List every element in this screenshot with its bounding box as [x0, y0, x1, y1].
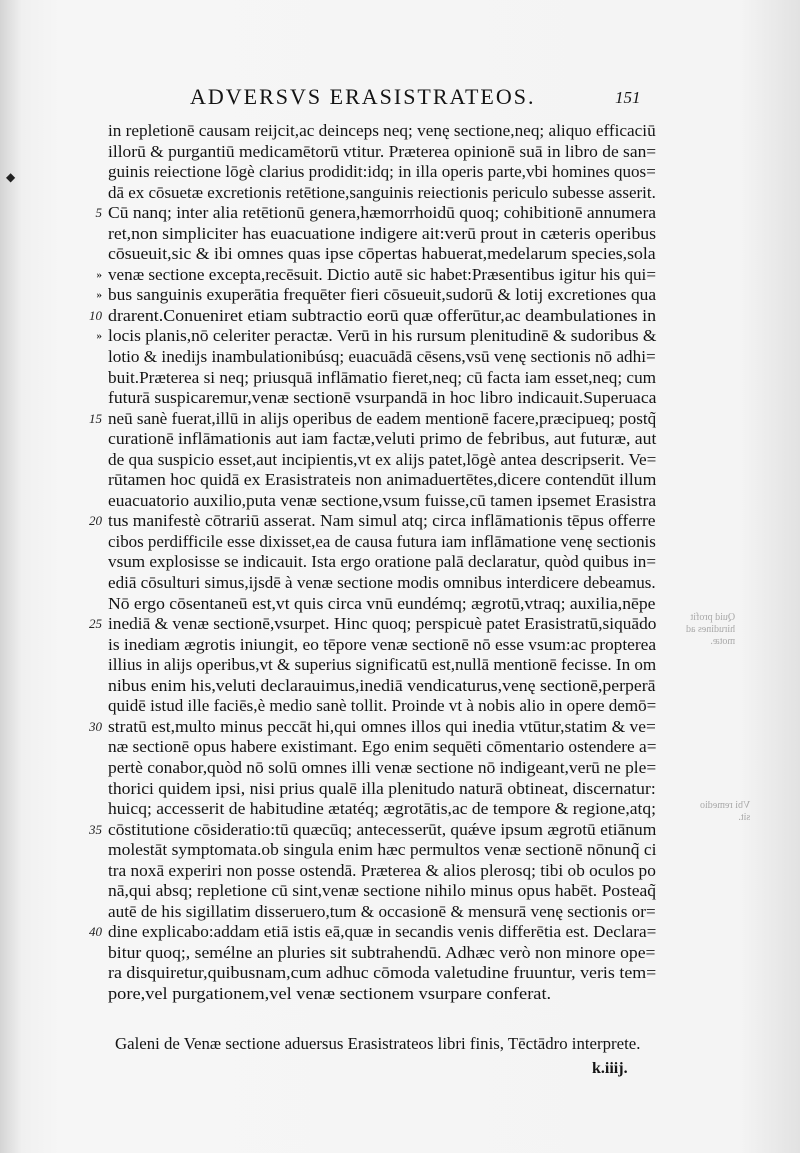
text-line — [108, 594, 656, 615]
text-line — [108, 162, 656, 183]
text-line — [108, 635, 656, 656]
text-line — [108, 655, 656, 676]
text-line — [108, 758, 656, 779]
text-line — [108, 388, 656, 409]
text-line — [108, 532, 656, 553]
line-text: illorū & purgantiū medicamētorū vtitur. Præterea opinionē suā in libro de san= — [108, 141, 657, 161]
line-text: euacuatorio auxilio,puta venæ sectione,vsum fuisse,cū tamen ipsemet Erasistra — [108, 490, 657, 510]
line-text: inediā & venæ sectionē,vsurpet. Hinc quoq; perspicuè patet Erasistratū,siquādo — [108, 614, 657, 634]
line-text: vsum explosisse se indicauit. Ista ergo oratione palā declaratur, quòd quibus in= — [108, 552, 657, 572]
line-number-marker: 35 — [89, 821, 102, 837]
text-line — [108, 491, 656, 512]
line-text: rūtamen hoc quidā ex Erasistrateis non animaduertētes,dicere contendūt illum — [108, 470, 657, 490]
text-line — [89, 305, 657, 327]
colophon: Galeni de Venæ sectione aduersus Erasistrateos libri finis, Tēctādro interprete. — [115, 1034, 641, 1053]
text-line — [108, 368, 656, 389]
line-number-marker: 25 — [89, 616, 102, 632]
text-line — [96, 264, 656, 286]
text-line — [108, 861, 656, 882]
text-line — [108, 121, 656, 142]
line-text: is inediam ægrotis iniungit, eo tēpore venæ sectionē nō esse vsum:ac propterea — [108, 634, 657, 654]
text-line — [89, 716, 656, 738]
text-line — [108, 450, 656, 471]
line-text: thorici quidem ipsi, nisi prius qualē illa plenitudo naturā obtineat, discernatur: — [108, 778, 656, 798]
line-text: pore,vel purgationem,vel venæ sectionem vsurpare conferat. — [108, 983, 552, 1003]
line-text: dā ex cōsuetæ excretionis retētione,sanguinis reiectionis periculo subesse asserit. — [108, 182, 656, 202]
text-line — [108, 224, 656, 245]
text-line — [108, 573, 656, 594]
line-text: venæ sectione excepta,recēsuit. Dictio autē sic habet:Præsentibus igitur his qui= — [108, 264, 656, 284]
line-text: futurā suspicaremur,venæ sectionē vsurpandā in hoc libro indicauit.Superuaca — [108, 388, 657, 408]
line-number-marker: 20 — [89, 513, 102, 529]
line-text: curationē inflāmationis aut iam factæ,veluti primo de febribus, aut futuræ, aut — [108, 429, 657, 449]
signature-mark: k.iiij. — [592, 1060, 628, 1077]
line-text: cibos perdifficile esse dixisset,ea de causa futura iam inflāmatione venę sectionis — [108, 531, 656, 551]
text-line — [108, 943, 656, 964]
line-text: illius in alijs operibus,vt & superius significatū est,nullā mentionē fecisse. In om — [108, 655, 657, 675]
line-text: buit.Præterea si neq; priusquā inflāmatio fieret,neq; cū facta iam esset,neq; cum — [108, 367, 657, 387]
line-text: nā,qui absq; repletione cū sint,venæ sectione nihilo minus opus habēt. Posteaq̃ — [108, 881, 657, 901]
text-line — [108, 799, 656, 820]
text-line — [89, 614, 657, 635]
line-text: stratū est,multo minus peccāt hi,qui omnes illos qui inedia vtūtur,statim & ve= — [108, 716, 656, 736]
line-text: nibus enim his,veluti declarauimus,inediā vendicaturus,venę sectionē,perperā — [108, 675, 656, 695]
text-line — [108, 984, 656, 1005]
margin-bullet-icon: ◆ — [6, 170, 16, 184]
text-line — [108, 183, 656, 204]
text-line — [89, 511, 656, 532]
line-number-marker: 15 — [89, 410, 102, 426]
text-line — [89, 408, 657, 430]
line-number-marker: » — [96, 289, 102, 302]
text-line — [96, 326, 657, 347]
text-line — [108, 737, 656, 758]
line-number-marker: » — [96, 268, 102, 281]
line-text: dine explicabo:addam etiā istis eā,quæ in secandis venis differētia est. Declara= — [108, 922, 657, 942]
text-line — [108, 347, 656, 368]
text-line — [108, 696, 656, 717]
line-text: huicq; accesserit de habitudine ætatéq; ægrotātis,ac de tempore & regione,atq; — [108, 799, 657, 819]
text-line — [108, 902, 656, 923]
bleed-through-margin-note: Vbi remedio sit. — [700, 800, 751, 823]
text-line — [108, 881, 656, 902]
line-text: ra disquiretur,quibusnam,cum adhuc cōmoda valetudine fruuntur, veris tem= — [108, 963, 657, 983]
running-head: ADVERSVS ERASISTRATEOS. — [190, 84, 536, 109]
folio-number: 151 — [615, 88, 641, 107]
main-text-block — [89, 121, 657, 1005]
text-line — [89, 922, 657, 943]
line-text: tra noxā experiri non posse ostendā. Præterea & alios plerosq; tibi ob oculos po — [108, 860, 656, 880]
line-number-marker: 5 — [95, 205, 102, 221]
line-text: guinis reiectione lōgè clarius prodidit:idq; in illa operis parte,vbi homines quos= — [108, 162, 656, 182]
line-text: pertè conabor,quòd nō solū omnes illi venæ sectione nō indigeant,verū ne ple= — [108, 757, 657, 777]
text-line — [89, 819, 657, 841]
text-line — [108, 470, 656, 491]
line-text: neū sanè fuerat,illū in alijs operibus de eadem mentionē facere,præcipueq; postq̃ — [108, 408, 657, 428]
line-text: ediā cōsulturi simus,ijsdē à venæ sectione modis omnibus interdicere debeamus. — [108, 573, 656, 593]
line-text: autē de his sigillatim disseruero,tum & occasionē & mensurā venę sectionis or= — [108, 901, 656, 921]
line-text: drarent.Conueniret etiam subtractio eorū quæ offerūtur,ac deambulationes in — [108, 305, 657, 325]
text-line — [95, 203, 657, 224]
text-line — [108, 244, 656, 265]
line-number-marker: 30 — [89, 718, 102, 734]
line-text: in repletionē causam reijcit,ac deinceps neq; venę sectione,neq; aliquo efficaciū — [108, 121, 656, 140]
line-text: tus manifestè cōtrariū asserat. Nam simul atq; circa inflāmationis tēpus offerre — [108, 511, 656, 531]
line-text: lotio & inedijs inambulationibúsq; euacuādā cēsens,vsū venę sectionis nō adhi= — [108, 347, 656, 367]
line-text: ret,non simpliciter has euacuatione indigere ait:verū prout in cæteris operibus — [108, 223, 657, 243]
text-line — [108, 142, 656, 163]
text-line — [108, 676, 656, 697]
text-line — [96, 285, 657, 306]
line-text: molestāt symptomata.ob singula enim hæc permultos venæ sectionē nōnunq̃ ci — [108, 840, 657, 860]
line-text: bus sanguinis exuperātia frequēter fieri cōsueuit,sudorū & lotij excretiones qua — [108, 285, 657, 305]
line-number-marker: 40 — [89, 924, 102, 940]
text-line — [108, 429, 656, 450]
bleed-through-margin-note: Quid profit hirudines ad motæ. — [686, 612, 736, 647]
line-text: Nō ergo cōsentaneū est,vt quis circa vnū eundémq; ægrotū,vtraq; auxilia,nēpe — [108, 593, 656, 613]
line-number-marker: 10 — [89, 307, 102, 323]
text-line — [108, 552, 656, 573]
line-text: cōsueuit,sic & ibi omnes quas ipse cōpertas habuerat,medelarum species,sola — [108, 244, 656, 264]
line-text: locis planis,nō celeriter peractæ. Verū in his rursum plenitudinē & sudoribus & — [108, 326, 657, 346]
line-text: quidē istud ille faciēs,è medio sanè tollit. Proinde vt à nobis alio in opere demō= — [108, 696, 657, 716]
line-number-marker: » — [96, 330, 102, 343]
line-text: cōstitutione cōsideratio:tū quæcūq; antecesserūt, quǽve ipsum ægrotū etiānum — [108, 819, 657, 839]
text-line — [108, 963, 656, 984]
line-text: bitur quoq;, semélne an pluries sit subtrahendū. Adhæc verò non minore ope= — [108, 942, 656, 962]
line-text: de qua suspicio esset,aut incipientis,vt ex alijs patet,lōgè antea descripserit. Ve= — [108, 449, 657, 469]
text-line — [108, 840, 656, 861]
line-text: næ sectionē opus habere existimant. Ego enim sequēti cōmentario ostendere a= — [108, 737, 657, 757]
text-line — [108, 779, 656, 800]
line-text: Cū nanq; inter alia retētionū genera,hæmorrhoidū quoq; cohibitionē annumera — [108, 203, 657, 223]
